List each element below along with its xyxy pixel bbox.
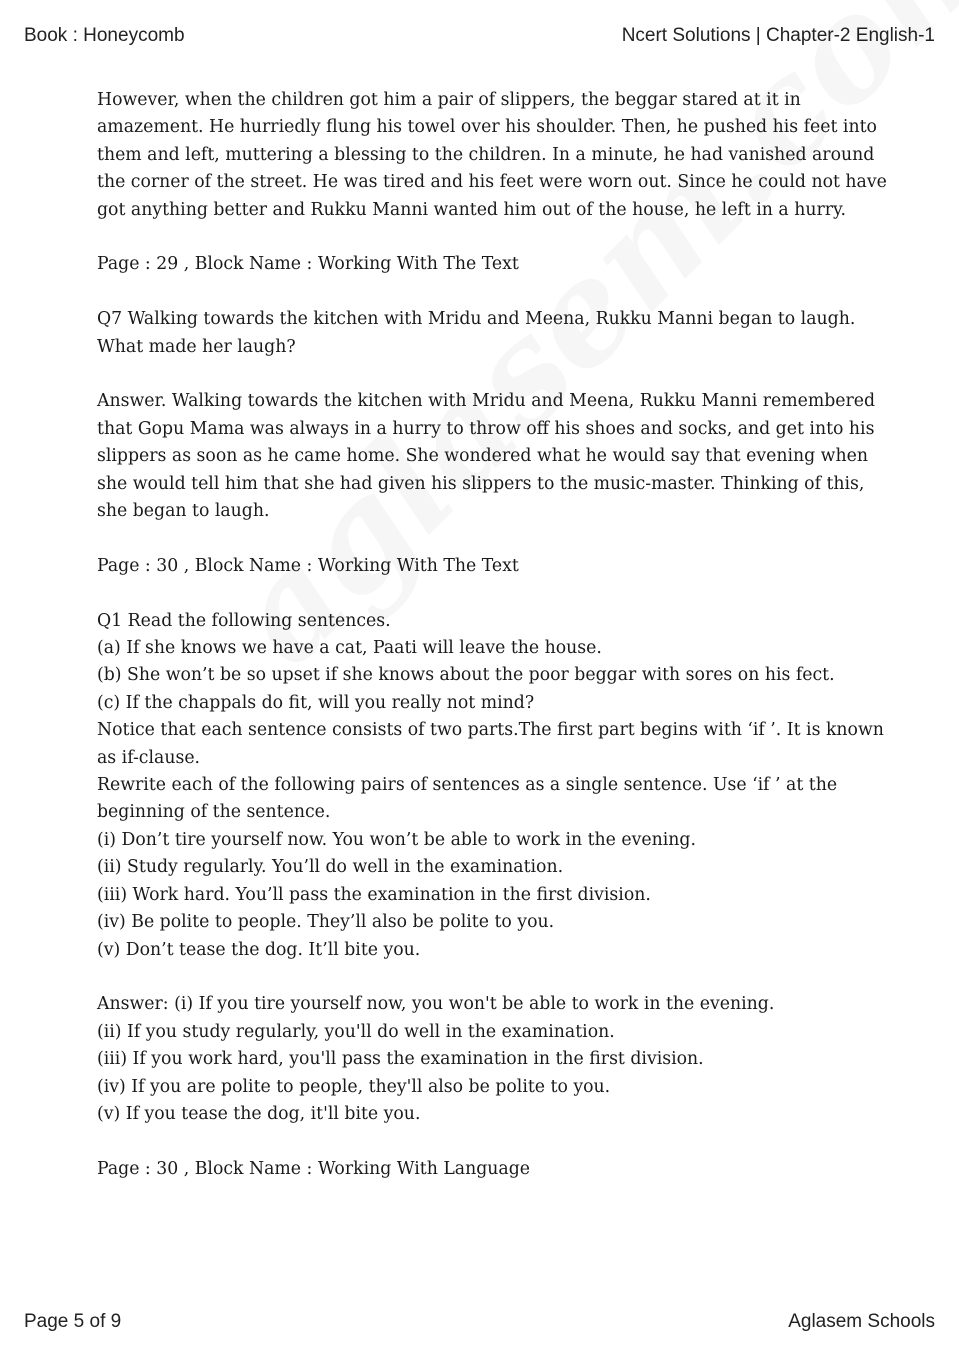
text-line: beginning of the sentence. <box>97 802 331 823</box>
header-chapter-title: Ncert Solutions | Chapter-2 English-1 <box>621 25 935 46</box>
text-line: (iii) Work hard. You’ll pass the examination in the first division. <box>97 884 651 905</box>
header-book-title: Book : Honeycomb <box>24 25 185 46</box>
text-line: she began to laugh. <box>97 501 270 522</box>
paragraph-beggar-answer <box>97 87 887 224</box>
text-line: (b) She won’t be so upset if she knows about the poor beggar with sores on his fect. <box>97 665 835 686</box>
text-line: that Gopu Mama was always in a hurry to throw off his shoes and socks, and get into his <box>97 418 875 439</box>
text-line: Answer. Walking towards the kitchen with Mridu and Meena, Rukku Manni remembered <box>97 391 876 412</box>
text-line: Q1 Read the following sentences. <box>97 610 391 631</box>
text-line: What made her laugh? <box>97 336 296 357</box>
text-line: (i) Don’t tire yourself now. You won’t be able to work in the evening. <box>97 829 696 850</box>
text-line: However, when the children got him a pair of slippers, the beggar stared at it in <box>97 90 801 110</box>
text-line: (iv) If you are polite to people, they'll also be polite to you. <box>97 1076 611 1097</box>
text-line: (v) Don’t tease the dog. It’ll bite you. <box>97 939 421 960</box>
text-line: Answer: (i) If you tire yourself now, you won't be able to work in the evening. <box>97 994 775 1015</box>
text-line: (a) If she knows we have a cat, Paati will leave the house. <box>97 638 602 659</box>
text-line: got anything better and Rukku Manni wanted him out of the house, he left in a hurry. <box>97 199 846 220</box>
text-line: (iv) Be polite to people. They’ll also be polite to you. <box>97 912 555 933</box>
block-name-page-29 <box>97 251 867 278</box>
text-line: she would tell him that she had given his slippers to the music-master. Thinking of this, <box>97 473 865 494</box>
question-q1 <box>97 608 884 964</box>
text-line: amazement. He hurriedly flung his towel over his shoulder. Then, he pushed his feet into <box>97 117 877 138</box>
question-q7 <box>97 306 867 361</box>
text-line: (ii) Study regularly. You’ll do well in the examination. <box>97 857 564 878</box>
text-line: (v) If you tease the dog, it'll bite you. <box>97 1103 421 1124</box>
text-line: Page : 29 , Block Name : Working With The Text <box>97 254 519 275</box>
footer-page-number: Page 5 of 9 <box>24 1311 122 1332</box>
text-line: slippers as soon as he came home. She wondered what he would say that evening when <box>97 446 868 467</box>
text-line: (iii) If you work hard, you'll pass the examination in the first division. <box>97 1049 704 1070</box>
text-line: Q7 Walking towards the kitchen with Mridu and Meena, Rukku Manni began to laugh. <box>97 309 856 330</box>
text-line: as if-clause. <box>97 747 201 768</box>
block-name-page-30-language <box>97 1156 867 1183</box>
text-line: them and left, muttering a blessing to the children. In a minute, he had vanished around <box>97 144 875 165</box>
text-line: Rewrite each of the following pairs of sentences as a single sentence. Use ‘if ’ at the <box>97 775 838 796</box>
block-name-page-30-text <box>97 553 867 580</box>
page-content <box>97 87 887 1211</box>
text-line: Page : 30 , Block Name : Working With Language <box>97 1158 531 1179</box>
text-line: Notice that each sentence consists of two parts.The first part begins with ‘if ’. It is known <box>97 720 884 741</box>
footer-publisher: Aglasem Schools <box>788 1311 935 1332</box>
text-line: (ii) If you study regularly, you'll do well in the examination. <box>97 1021 615 1042</box>
text-line: Page : 30 , Block Name : Working With The Text <box>97 555 519 576</box>
text-line: (c) If the chappals do fit, will you really not mind? <box>97 692 535 713</box>
answer-q7 <box>97 388 876 525</box>
answer-q1 <box>97 991 867 1128</box>
text-line: the corner of the street. He was tired and his feet were worn out. Since he could not have <box>97 172 887 193</box>
